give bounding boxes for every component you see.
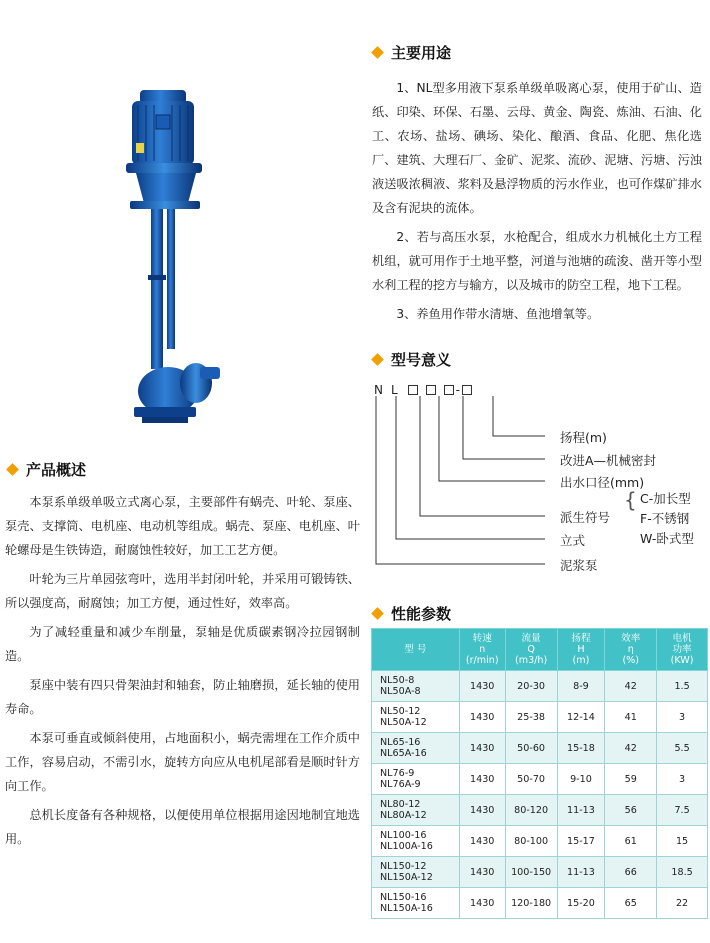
diamond-bullet-icon <box>371 607 384 620</box>
model-name-variant: NL100A-16 <box>380 841 433 852</box>
header-model: 型 号 <box>372 629 460 671</box>
cell-model <box>372 764 460 795</box>
usage-paragraph-3: 3、养鱼用作带水清塘、鱼池增氧等。 <box>396 307 600 321</box>
legend-head: 扬程(m) <box>560 430 607 445</box>
cell-flow: 80-120 <box>505 795 557 826</box>
cell-efficiency: 59 <box>605 764 657 795</box>
cell-efficiency: 65 <box>605 888 657 919</box>
overview-paragraph-4: 泵座中装有四只骨架油封和轴套，防止轴磨损，延长轴的使用寿命。 <box>5 678 360 716</box>
table-row <box>372 733 708 764</box>
cell-model <box>372 826 460 857</box>
legend-derived-w: W-卧式型 <box>640 531 694 546</box>
cell-head: 12-14 <box>557 702 605 733</box>
overview-title: 产品概述 <box>26 461 87 479</box>
section-heading-performance <box>370 603 451 624</box>
pump-image <box>110 85 240 440</box>
cell-model <box>372 702 460 733</box>
legend-brace: { <box>624 488 637 512</box>
model-name: NL80-12 <box>380 799 421 810</box>
cell-head: 15-20 <box>557 888 605 919</box>
header-speed: 转速 n (r/min) <box>459 629 505 671</box>
model-name-variant: NL50A-8 <box>380 686 421 697</box>
overview-paragraph-2: 叶轮为三片单园弦弯叶，选用半封闭叶轮，并采用可锻铸铁、所以强度高，耐腐蚀；加工方便，通过性好，效率高。 <box>5 572 360 610</box>
model-code <box>374 383 480 397</box>
cell-power: 22 <box>657 888 708 919</box>
cell-efficiency: 61 <box>605 826 657 857</box>
cell-head: 11-13 <box>557 857 605 888</box>
overview-paragraph-5: 本泵可垂直或倾斜使用，占地面积小，蜗壳需埋在工作介质中工作，容易启动，不需引水，旋转方向应从电机尾部看是顺时针方向工作。 <box>5 731 360 793</box>
cell-efficiency: 41 <box>605 702 657 733</box>
header-efficiency: 效率 η (%) <box>605 629 657 671</box>
overview-paragraph-6: 总机长度备有各种规格，以便使用单位根据用途因地制宜地选用。 <box>5 808 360 846</box>
code-box-outlet <box>426 385 436 395</box>
cell-efficiency: 42 <box>605 671 657 702</box>
cell-speed: 1430 <box>459 733 505 764</box>
header-head: 扬程 H (m) <box>557 629 605 671</box>
header-power: 电机 功率 (KW) <box>657 629 708 671</box>
cell-speed: 1430 <box>459 702 505 733</box>
cell-power: 18.5 <box>657 857 708 888</box>
legend-slurry: 泥浆泵 <box>560 558 598 573</box>
cell-power: 3 <box>657 702 708 733</box>
code-box-head <box>462 385 472 395</box>
cell-head: 11-13 <box>557 795 605 826</box>
table-row <box>372 671 708 702</box>
cell-power: 5.5 <box>657 733 708 764</box>
overview-paragraph-3: 为了减轻重量和减少车削量，泵轴是优质碳素钢冷拉园钢制造。 <box>5 625 360 663</box>
code-box-derived <box>408 385 418 395</box>
cell-power: 7.5 <box>657 795 708 826</box>
model-name-variant: NL65A-16 <box>380 748 427 759</box>
overview-text <box>5 490 360 856</box>
cell-speed: 1430 <box>459 671 505 702</box>
cell-speed: 1430 <box>459 826 505 857</box>
cell-speed: 1430 <box>459 888 505 919</box>
cell-head: 15-18 <box>557 733 605 764</box>
table-row <box>372 764 708 795</box>
model-title: 型号意义 <box>391 351 452 369</box>
model-name: NL76-9 <box>380 768 415 779</box>
cell-flow: 80-100 <box>505 826 557 857</box>
model-name-variant: NL76A-9 <box>380 779 421 790</box>
diamond-bullet-icon <box>6 463 19 476</box>
model-name: NL150-16 <box>380 892 427 903</box>
cell-efficiency: 42 <box>605 733 657 764</box>
usage-title: 主要用途 <box>391 44 452 62</box>
table-row <box>372 857 708 888</box>
code-dash: - <box>455 383 461 397</box>
table-row <box>372 888 708 919</box>
section-heading-model <box>370 349 451 370</box>
overview-paragraph-1: 本泵系单级单吸立式离心泵，主要部件有蜗壳、叶轮、泵座、泵壳、支撑筒、电机座、电动机等组成。蜗壳、泵座、电机座、叶轮螺母是生铁铸造，耐腐蚀性较好，加工工艺方便。 <box>5 495 360 557</box>
section-heading-overview <box>5 459 86 480</box>
model-name: NL50-12 <box>380 706 421 717</box>
legend-outlet: 出水口径(mm) <box>560 475 645 490</box>
cell-model <box>372 795 460 826</box>
cell-model <box>372 857 460 888</box>
cell-power: 15 <box>657 826 708 857</box>
diamond-bullet-icon <box>371 46 384 59</box>
cell-power: 1.5 <box>657 671 708 702</box>
code-letter-n: N <box>374 383 383 397</box>
header-flow: 流量 Q (m3/h) <box>505 629 557 671</box>
legend-derived: 派生符号 <box>560 510 611 525</box>
perf-title: 性能参数 <box>391 605 452 623</box>
cell-model <box>372 888 460 919</box>
table-row <box>372 795 708 826</box>
cell-flow: 25-38 <box>505 702 557 733</box>
cell-model <box>372 733 460 764</box>
cell-speed: 1430 <box>459 795 505 826</box>
performance-table <box>371 628 708 919</box>
table-row <box>372 826 708 857</box>
cell-speed: 1430 <box>459 764 505 795</box>
legend-derived-f: F-不锈钢 <box>640 511 690 526</box>
table-header-row <box>372 629 708 671</box>
cell-efficiency: 56 <box>605 795 657 826</box>
legend-derived-c: C-加长型 <box>640 491 691 506</box>
cell-flow: 120-180 <box>505 888 557 919</box>
cell-speed: 1430 <box>459 857 505 888</box>
model-name: NL65-16 <box>380 737 421 748</box>
cell-power: 3 <box>657 764 708 795</box>
usage-text <box>372 76 702 331</box>
cell-model <box>372 671 460 702</box>
model-leader-lines <box>370 396 550 572</box>
model-name-variant: NL150A-16 <box>380 903 433 914</box>
usage-paragraph-1: 1、NL型多用液下泵系单级单吸离心泵，使用于矿山、造纸、印染、环保、石墨、云母、黄金、陶瓷、炼油、石油、化工、农场、盐场、碘场、染化、酿酒、食品、化肥、焦化选厂、建筑、大理石厂、金矿、泥浆、流砂、泥塘、污塘、污浊液送吸浓稠液、浆料及悬浮物质的污水作业，也可作煤矿排水及含有泥块的流体。 <box>372 81 702 215</box>
model-name-variant: NL150A-12 <box>380 872 433 883</box>
code-box-improved <box>444 385 454 395</box>
cell-flow: 20-30 <box>505 671 557 702</box>
legend-improved: 改进A—机械密封 <box>560 453 657 468</box>
model-name: NL150-12 <box>380 861 427 872</box>
cell-efficiency: 66 <box>605 857 657 888</box>
model-name-variant: NL50A-12 <box>380 717 427 728</box>
model-name: NL50-8 <box>380 675 415 686</box>
cell-flow: 100-150 <box>505 857 557 888</box>
section-heading-usage <box>370 42 451 63</box>
model-name-variant: NL80A-12 <box>380 810 427 821</box>
cell-head: 8-9 <box>557 671 605 702</box>
diamond-bullet-icon <box>371 353 384 366</box>
usage-paragraph-2: 2、若与高压水泵，水枪配合，组成水力机械化土方工程机组，就可用作于土地平整，河道与池塘的疏浚、凿开等小型水利工程的挖方与输方，以及城市的防空工程，地下工程。 <box>372 230 702 292</box>
legend-vertical: 立式 <box>560 533 586 548</box>
table-row <box>372 702 708 733</box>
cell-flow: 50-60 <box>505 733 557 764</box>
vertical-slurry-pump-image <box>110 85 240 440</box>
cell-head: 9-10 <box>557 764 605 795</box>
cell-head: 15-17 <box>557 826 605 857</box>
model-name: NL100-16 <box>380 830 427 841</box>
code-letter-l: L <box>390 383 398 397</box>
cell-flow: 50-70 <box>505 764 557 795</box>
